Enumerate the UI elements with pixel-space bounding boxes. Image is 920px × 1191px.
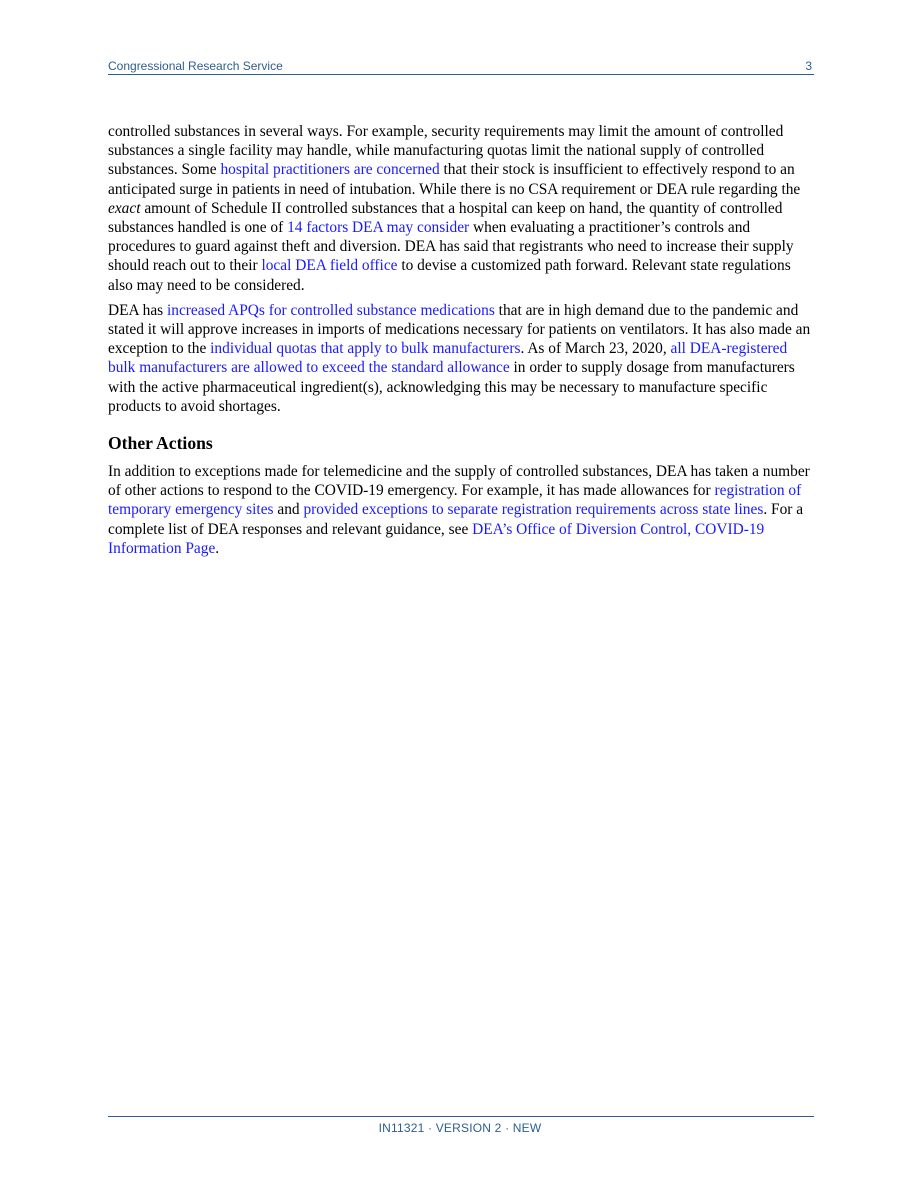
- emphasis-exact: exact: [108, 199, 141, 217]
- text-run: controlled substances in several ways. For example, security requirements may limit the amount of controlled substances a single facility may handle, while manufacturing quotas limit the national supply of controlled substances. Some: [108, 123, 784, 179]
- link-14-factors[interactable]: 14 factors DEA may consider: [287, 219, 470, 237]
- text-run: .: [215, 539, 220, 557]
- link-covid-information-page[interactable]: DEA’s Office of Diversion Control, COVID-19 Information Page: [108, 520, 765, 557]
- text-run: when evaluating a practitioner’s controls and procedures to guard against theft and diversion. DEA has said that registrants who need to increase their supply should reach out to their: [108, 219, 794, 275]
- paragraph-controlled-substances: [108, 122, 816, 295]
- text-run: In addition to exceptions made for telemedicine and the supply of controlled substances, DEA has taken a number of other actions to respond to the COVID-19 emergency. For example, it has made allowances for: [108, 463, 810, 500]
- text-run: and: [273, 501, 304, 519]
- page-number: 3: [805, 59, 812, 73]
- footer-document-id: IN11321 · VERSION 2 · NEW: [378, 1121, 542, 1135]
- link-hospital-practitioners-concerned[interactable]: hospital practitioners are concerned: [220, 161, 440, 179]
- footer-divider: [108, 1116, 814, 1117]
- link-registration-exceptions[interactable]: provided exceptions to separate registration requirements across state lines: [303, 501, 764, 519]
- link-bulk-manufacturers-allowance[interactable]: all DEA-registered bulk manufacturers are allowed to exceed the standard allowance: [108, 340, 788, 377]
- section-heading-other-actions: Other Actions: [108, 433, 213, 454]
- text-run: . As of March 23, 2020,: [520, 340, 671, 358]
- text-run: amount of Schedule II controlled substances that a hospital can keep on hand, the quantity of controlled substances handled is one of: [108, 199, 783, 237]
- paragraph-apqs: [108, 301, 816, 416]
- text-run: that their stock is insufficient to effectively respond to an anticipated surge in patients in need of intubation. While there is no CSA requirement or DEA rule regarding the: [108, 161, 801, 198]
- publisher-name: Congressional Research Service: [108, 59, 283, 73]
- text-run: that are in high demand due to the pandemic and stated it will approve increases in imports of medications necessary for patients on ventilators. It has also made an exception to the: [108, 301, 811, 358]
- link-increased-apqs[interactable]: increased APQs for controlled substance medications: [167, 301, 495, 319]
- paragraph-other-actions: [108, 462, 816, 558]
- link-individual-quotas[interactable]: individual quotas that apply to bulk manufacturers: [210, 340, 521, 358]
- text-run: to devise a customized path forward. Relevant state regulations also may need to be considered.: [108, 257, 791, 294]
- link-temporary-emergency-sites[interactable]: registration of temporary emergency sites: [108, 482, 802, 519]
- document-body: [108, 122, 816, 564]
- page-header: [108, 58, 814, 75]
- text-run: . For a complete list of DEA responses and relevant guidance, see: [108, 501, 804, 538]
- text-run: in order to supply dosage from manufacturers with the active pharmaceutical ingredient(s), acknowledging this may be necessary to manufacture specific products to avoid shortages.: [108, 359, 795, 415]
- link-local-dea-field-office[interactable]: local DEA field office: [261, 257, 398, 275]
- text-run: DEA has: [108, 301, 167, 319]
